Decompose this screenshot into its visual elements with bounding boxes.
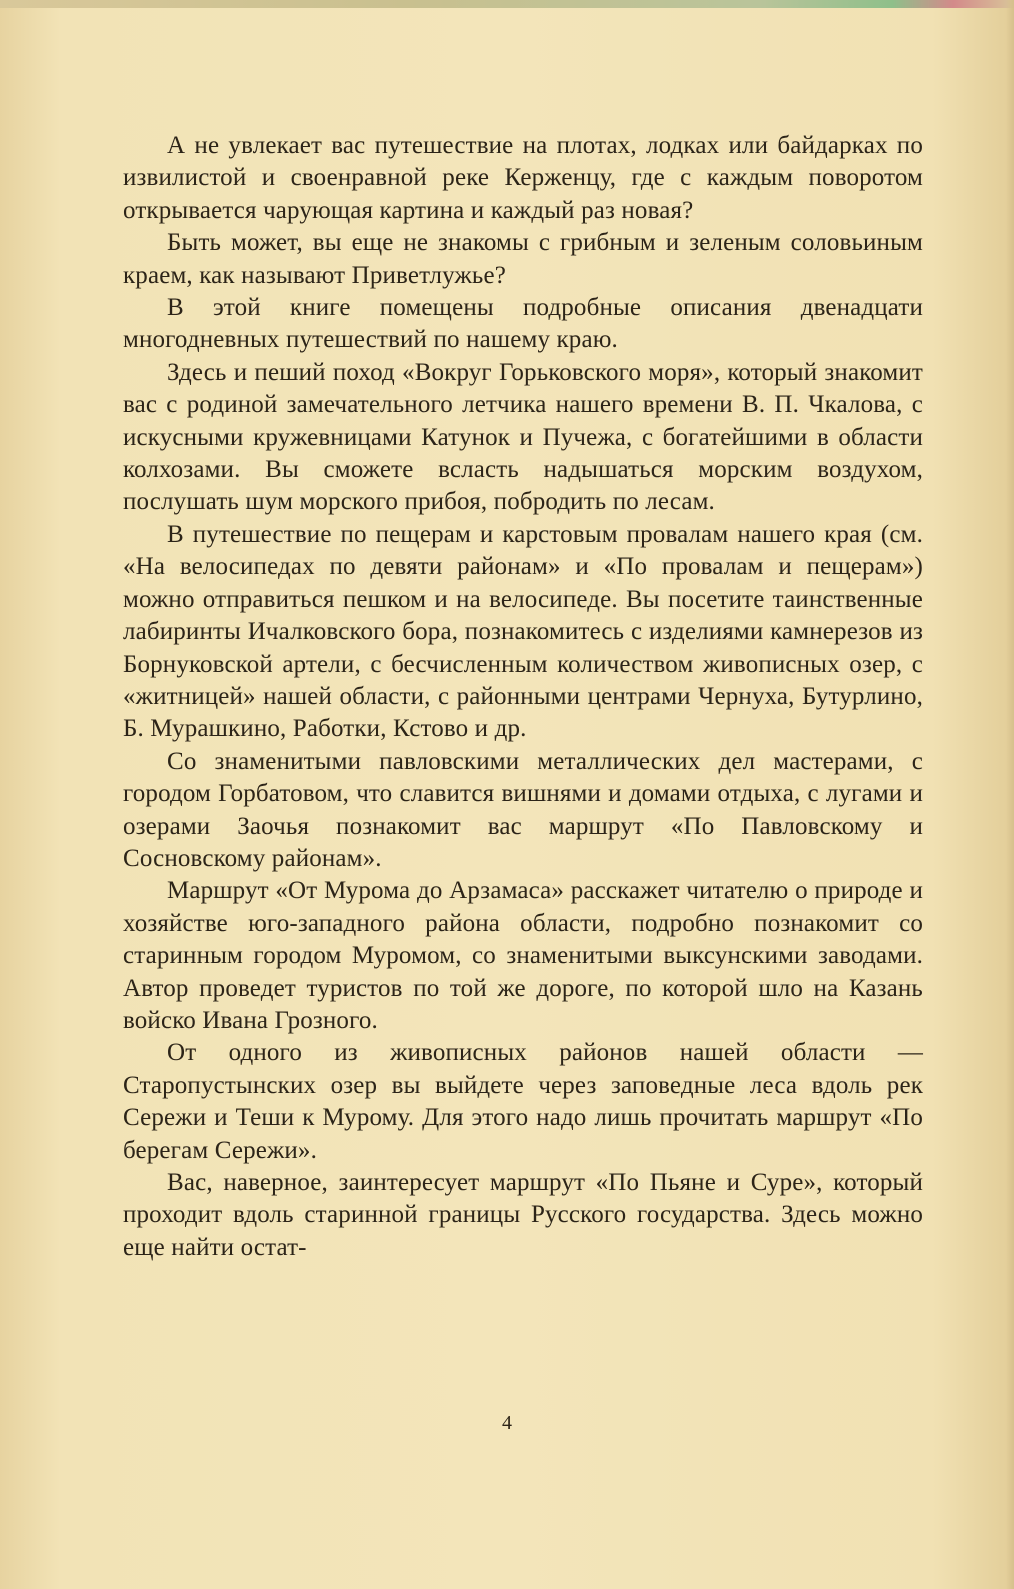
paragraph: В этой книге помещены подробные описания двенадцати многодневных путешествий по нашему краю.	[123, 294, 923, 354]
paragraph: Вас, наверное, заинтересует маршрут «По Пьяне и Суре», который проходит вдоль старинной границы Русского государства. Здесь можно еще найти остат-	[123, 1169, 923, 1261]
paragraph: Здесь и пеший поход «Вокруг Горьковского моря», который знакомит вас с родиной замечательного летчика нашего времени В. П. Чкалова, с искусными кружевницами Катунок и Пучежа, с богатейшими в области колхозами. Вы сможете всласть надышаться морским воздухом, послушать шум морского прибоя, побродить по лесам.	[123, 358, 923, 516]
paragraph: От одного из живописных районов нашей области — Старопустынских озер вы выйдете через заповедные леса вдоль рек Сережи и Теши к Мурому. Для этого надо лишь прочитать маршрут «По берегам Сережи».	[123, 1039, 923, 1164]
page-right-edge	[1006, 0, 1014, 1589]
body-text	[123, 130, 923, 1264]
paragraph: Со знаменитыми павловскими металлических дел мастерами, с городом Горбатовом, что славится вишнями и домами отдыха, с лугами и озерами Заочья познакомит вас маршрут «По Павловскому и Сосновскому районам».	[123, 747, 923, 872]
page-top-edge	[0, 0, 1014, 8]
paragraph: А не увлекает вас путешествие на плотах, лодках или байдарках по извилистой и своенравной реке Керженцу, где с каждым поворотом открывается чарующая картина и каждый раз новая?	[123, 132, 923, 224]
page-number: 4	[502, 1412, 512, 1434]
paragraph: В путешествие по пещерам и карстовым провалам нашего края (см. «На велосипедах по девяти районам» и «По провалам и пещерам») можно отправиться пешком и на велосипеде. Вы посетите таинственные лабиринты Ичалковского бора, познакомитесь с изделиями камнерезов из Борнуковской артели, с бесчисленным количеством живописных озер, с «житницей» нашей области, с районными центрами Чернуха, Бутурлино, Б. Мурашкино, Работки, Кстово и др.	[123, 520, 923, 743]
paragraph: Маршрут «От Мурома до Арзамаса» расскажет читателю о природе и хозяйстве юго-западного района области, подробно познакомит со старинным городом Муромом, со знаменитыми выксунскими заводами. Автор проведет туристов по той же дороге, по которой шло на Казань войско Ивана Грозного.	[123, 877, 923, 1034]
paragraph: Быть может, вы еще не знакомы с грибным и зеленым соловьиным краем, как называют Приветлужье?	[123, 229, 923, 289]
